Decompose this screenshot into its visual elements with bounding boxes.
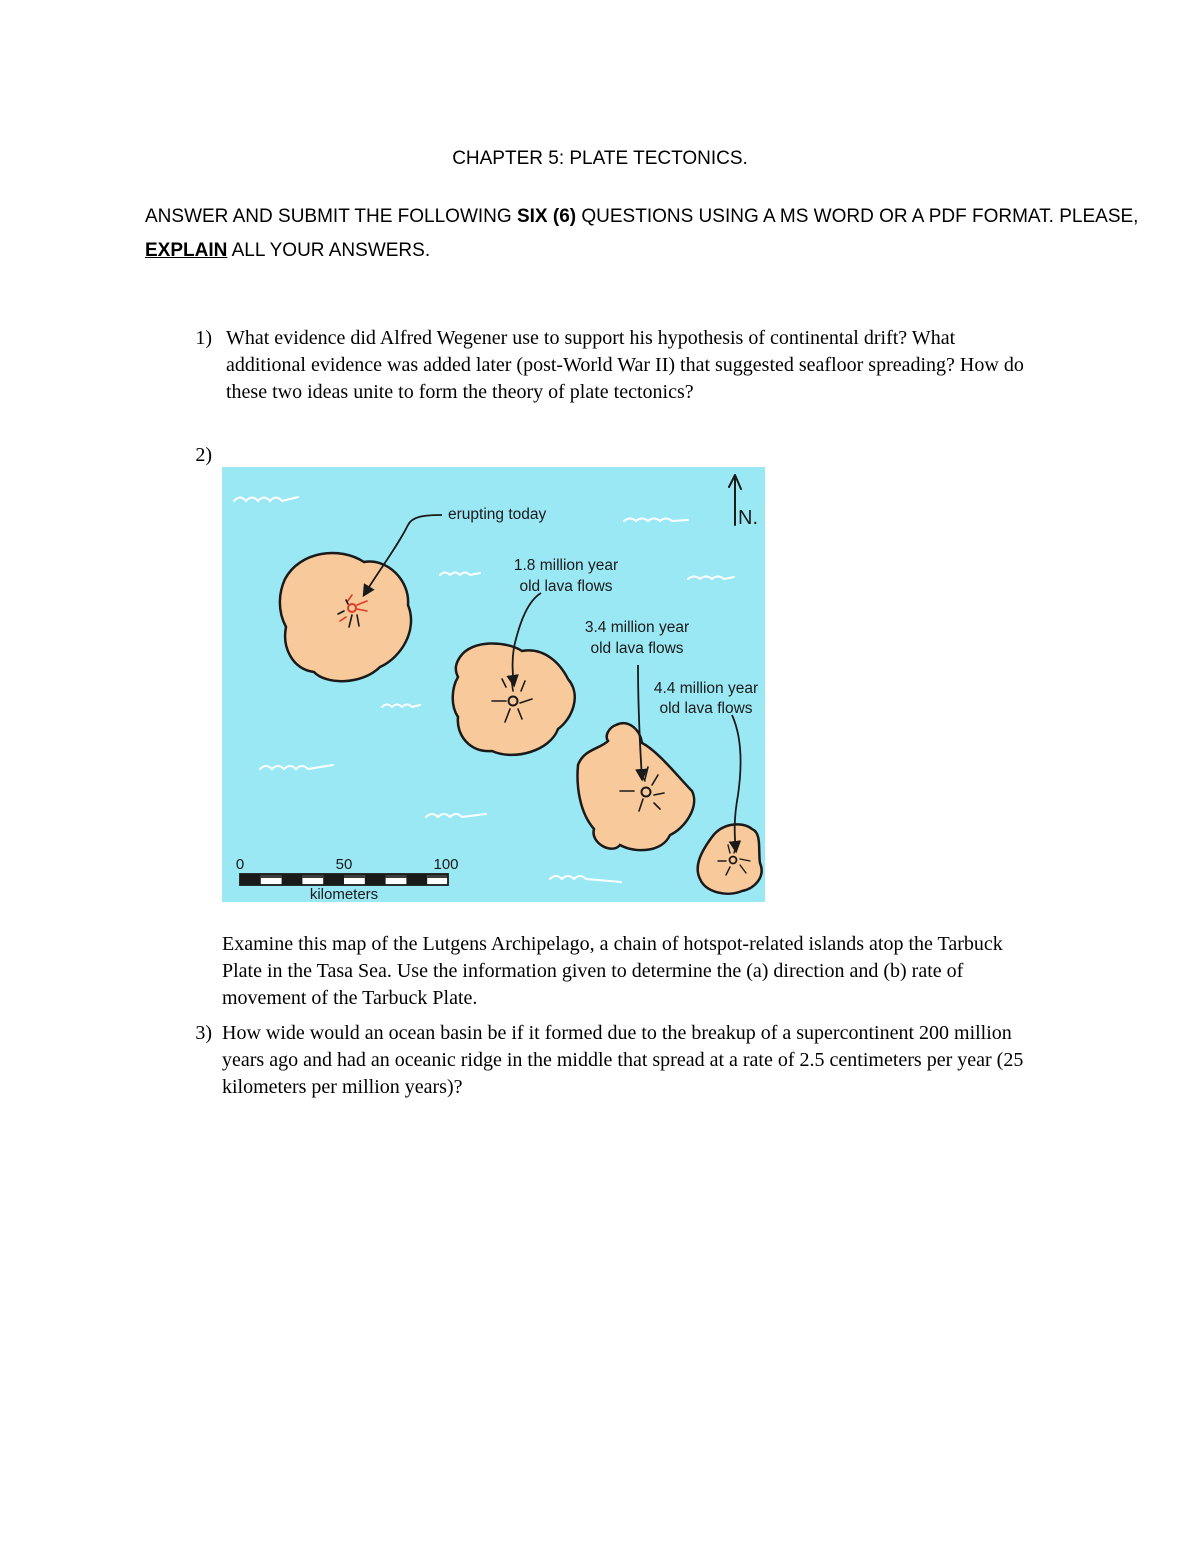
scale-unit: kilometers <box>309 886 379 902</box>
scale-segment <box>365 874 386 885</box>
scale-segment <box>427 874 448 878</box>
scale-segment-gap <box>387 878 405 884</box>
label-island4-line1: 4.4 million year <box>653 680 759 697</box>
question-line: How wide would an ocean basin be if it formed due to the breakup of a supercontinent 200 million <box>222 1022 1012 1044</box>
instructions-text-3: ALL YOUR ANSWERS. <box>227 240 431 261</box>
instructions-count: SIX (6) <box>516 206 577 227</box>
scale-segment-gap <box>262 878 280 884</box>
scale-segment <box>261 874 282 878</box>
question-line: movement of the Tarbuck Plate. <box>222 987 478 1009</box>
question-line: these two ideas unite to form the theory of plate tectonics? <box>226 381 694 403</box>
scale-segment <box>302 874 323 878</box>
vent-circle <box>730 857 737 864</box>
label-island4-line2: old lava flows <box>659 700 753 717</box>
instructions <box>145 200 1185 268</box>
question-number: 3) <box>195 1022 212 1044</box>
question-line: years ago and had an oceanic ridge in the middle that spread at a rate of 2.5 centimeters per year (25 <box>222 1049 1024 1071</box>
question-number: 1) <box>195 327 212 349</box>
question-number: 2) <box>195 444 212 466</box>
scale-segment-gap <box>429 878 447 884</box>
instructions-explain: EXPLAIN <box>145 240 228 261</box>
question-line: Plate in the Tasa Sea. Use the information given to determine the (a) direction and (b) rate of <box>222 960 964 982</box>
label-erupting: erupting today <box>448 506 547 523</box>
question-line: What evidence did Alfred Wegener use to support his hypothesis of continental drift? What <box>226 327 956 349</box>
scale-segment <box>386 874 407 878</box>
scale-segment <box>323 874 344 885</box>
vent-circle <box>348 604 356 612</box>
vent-circle <box>642 788 651 797</box>
label-island2-line1: 1.8 million year <box>513 557 619 574</box>
instructions-text-2: QUESTIONS USING A MS WORD OR A PDF FORMAT. PLEASE, <box>576 206 1139 227</box>
question-line: Examine this map of the Lutgens Archipelago, a chain of hotspot-related islands atop the Tarbuck <box>222 933 1003 955</box>
scale-segment-gap <box>346 878 364 884</box>
scale-segment <box>240 874 261 885</box>
label-island3-line2: old lava flows <box>590 640 684 657</box>
scale-segment-gap <box>304 878 322 884</box>
label-island2-line2: old lava flows <box>519 578 613 595</box>
lutgens-archipelago-map <box>222 467 765 902</box>
scale-segment <box>406 874 427 885</box>
scale-tick-0: 0 <box>235 856 245 873</box>
north-label: N. <box>738 507 758 529</box>
question-line: kilometers per million years)? <box>222 1076 463 1098</box>
page-title: CHAPTER 5: PLATE TECTONICS. <box>452 148 748 169</box>
scale-bar <box>240 874 448 885</box>
scale-segment <box>282 874 303 885</box>
vent-circle <box>509 697 518 706</box>
label-island3-line1: 3.4 million year <box>584 619 690 636</box>
question-line: additional evidence was added later (post-World War II) that suggested seafloor spreading? How do <box>226 354 1024 376</box>
scale-tick-50: 50 <box>335 856 353 873</box>
scale-tick-100: 100 <box>433 856 459 873</box>
instructions-text-1: ANSWER AND SUBMIT THE FOLLOWING <box>145 206 517 227</box>
scale-segment <box>344 874 365 878</box>
